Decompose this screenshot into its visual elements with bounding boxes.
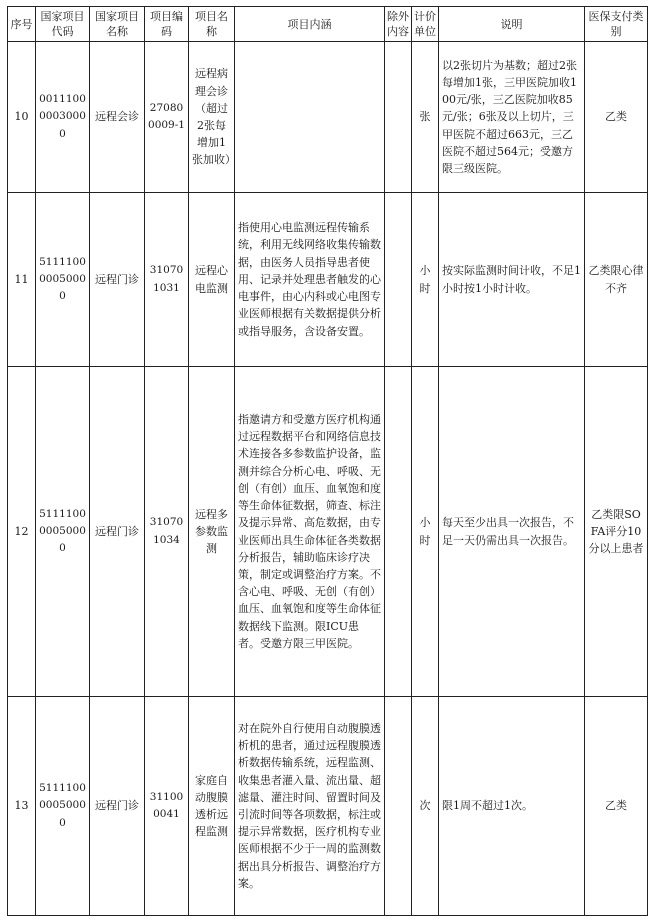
cell-note: 每天至少出具一次报告，不足一天仍需出具一次报告。 (439, 367, 585, 697)
header-item-code: 项目编码 (145, 7, 189, 42)
cell-content: 指邀请方和受邀方医疗机构通过远程数据平台和网络信息技术连接各多参数监护设备，监测并综合分析心电、呼吸、无创（有创）血压、血氧饱和度等生命体征数据，筛查、标注及提示异常、高危数据，由专业医师出具生命体征各类数据分析报告，辅助临床诊疗决策，制定或调整治疗方案。不含心电、呼吸、无创（有创）血压、血氧饱和度等生命体征数据线下监测。限ICU患者。受邀方限三甲医院。 (235, 367, 385, 697)
cell-excluded (385, 697, 412, 916)
cell-unit: 张 (412, 42, 439, 193)
cell-item-name: 家庭自动腹膜透析远程监测 (189, 697, 235, 916)
medical-service-price-table (7, 6, 648, 916)
cell-note: 按实际监测时间计收，不足1小时按1小时计收。 (439, 193, 585, 367)
cell-note: 限1周不超过1次。 (439, 697, 585, 916)
cell-item-code: 310701034 (145, 367, 189, 697)
header-category: 医保支付类别 (585, 7, 648, 42)
cell-national-code: 511110000050000 (36, 193, 90, 367)
cell-excluded (385, 193, 412, 367)
cell-national-code: 001110000030000 (36, 42, 90, 193)
cell-note: 以2张切片为基数；超过2张每增加1张，三甲医院加收100元/张，三乙医院加收85元/张；6张及以上切片，三甲医院不超过663元，三乙医院不超过564元；受邀方限三级医院。 (439, 42, 585, 193)
header-national-name: 国家项目名称 (90, 7, 145, 42)
header-national-code: 国家项目代码 (36, 7, 90, 42)
table-row (8, 42, 648, 193)
header-excluded: 除外内容 (385, 7, 412, 42)
cell-item-code: 310701031 (145, 193, 189, 367)
cell-category: 乙类 (585, 42, 648, 193)
cell-national-name: 远程门诊 (90, 367, 145, 697)
cell-national-code: 511110000050000 (36, 697, 90, 916)
header-unit: 计价单位 (412, 7, 439, 42)
cell-category: 乙类 (585, 697, 648, 916)
cell-content: 对在院外自行使用自动腹膜透析机的患者，通过远程腹膜透析数据传输系统，远程监测、收集患者灌入量、流出量、超滤量、灌注时间、留置时间及引流时间等各项数据，标注或提示异常数据，医疗机构专业医师根据不少于一周的监测数据出具分析报告、调整治疗方案。 (235, 697, 385, 916)
cell-unit: 小时 (412, 367, 439, 697)
header-content: 项目内涵 (235, 7, 385, 42)
cell-seq: 10 (8, 42, 36, 193)
cell-item-name: 远程心电监测 (189, 193, 235, 367)
header-item-name: 项目名称 (189, 7, 235, 42)
cell-seq: 11 (8, 193, 36, 367)
cell-national-name: 远程门诊 (90, 697, 145, 916)
cell-unit: 小时 (412, 193, 439, 367)
cell-item-code: 311000041 (145, 697, 189, 916)
cell-item-name: 远程多参数监测 (189, 367, 235, 697)
cell-item-code: 270800009-1 (145, 42, 189, 193)
cell-excluded (385, 367, 412, 697)
cell-unit: 次 (412, 697, 439, 916)
cell-seq: 12 (8, 367, 36, 697)
header-row (8, 7, 648, 42)
cell-national-code: 511110000050000 (36, 367, 90, 697)
cell-content (235, 42, 385, 193)
cell-excluded (385, 42, 412, 193)
table-row (8, 367, 648, 697)
cell-seq: 13 (8, 697, 36, 916)
cell-national-name: 远程门诊 (90, 193, 145, 367)
table-row (8, 697, 648, 916)
table-row (8, 193, 648, 367)
cell-national-name: 远程会诊 (90, 42, 145, 193)
cell-category: 乙类限SOFA评分10分以上患者 (585, 367, 648, 697)
header-note: 说明 (439, 7, 585, 42)
cell-content: 指使用心电监测远程传输系统，利用无线网络收集传输数据，由医务人员指导患者使用、记录并处理患者触发的心电事件，由心内科或心电图专业医师根据有关数据提供分析或指导服务，含设备安置。 (235, 193, 385, 367)
cell-category: 乙类限心律不齐 (585, 193, 648, 367)
cell-item-name: 远程病理会诊（超过2张每增加1张加收） (189, 42, 235, 193)
header-seq: 序号 (8, 7, 36, 42)
